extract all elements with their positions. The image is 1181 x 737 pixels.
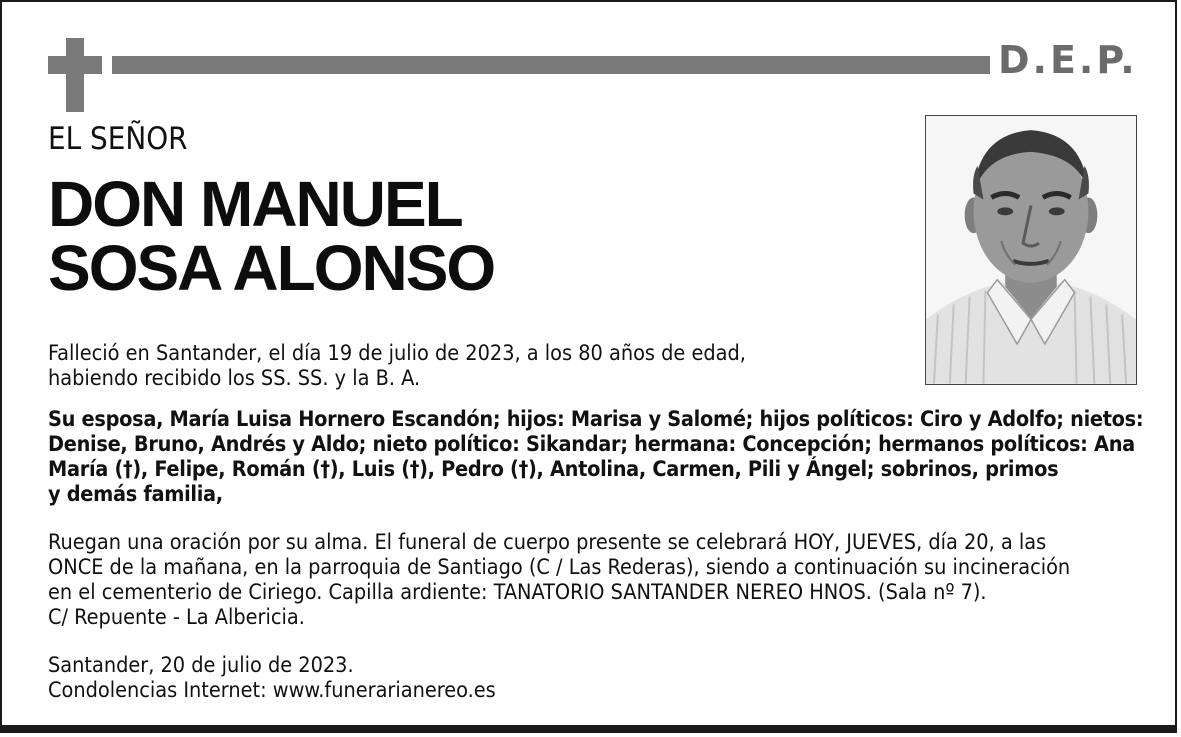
text-line: en el cementerio de Ciriego. Capilla ardiente: TANATORIO SANTANDER NEREO HNOS. (Sala nº 7). [48,580,987,605]
text-line: y demás familia, [48,482,223,507]
condolences-link[interactable]: Condolencias Internet: www.funerarianereo.es [48,678,496,703]
text-line: Denise, Bruno, Andrés y Aldo; nieto político: Sikandar; hermana: Concepción; hermanos políticos: Ana [48,432,1135,457]
deceased-name [48,168,748,304]
name-line: SOSA ALONSO [48,232,495,304]
footer-info [48,653,1128,703]
dep-label: D.E.P. [998,38,1138,82]
text-line: Su esposa, María Luisa Hornero Escandón; hijos: Marisa y Salomé; hijos políticos: Ciro y Adolfo; nietos: [48,407,1144,432]
honorific: EL SEÑOR [48,121,188,157]
ceremony-details [48,530,1128,630]
text-line: ONCE de la mañana, en la parroquia de Santiago (C / Las Rederas), siendo a continuación su incineración [48,555,1071,580]
text-line: habiendo recibido los SS. SS. y la B. A. [48,366,421,391]
text-line: Ruegan una oración por su alma. El funeral de cuerpo presente se celebrará HOY, JUEVES, día 20, a las [48,530,1047,555]
family-list [48,407,1144,507]
text-line: Falleció en Santander, el día 19 de julio de 2023, a los 80 años de edad, [48,341,746,366]
date-line: Santander, 20 de julio de 2023. [48,653,354,678]
portrait-photo [925,115,1137,385]
name-line: DON MANUEL [48,168,462,240]
text-line: C/ Repuente - La Albericia. [48,605,305,630]
cross-icon [48,38,102,112]
header-rule [112,56,990,74]
text-line: María (†), Felipe, Román (†), Luis (†), Pedro (†), Antolina, Carmen, Pili y Ángel; sobrinos, primos [48,457,1059,482]
portrait-image [926,116,1136,384]
death-notice [48,341,908,391]
